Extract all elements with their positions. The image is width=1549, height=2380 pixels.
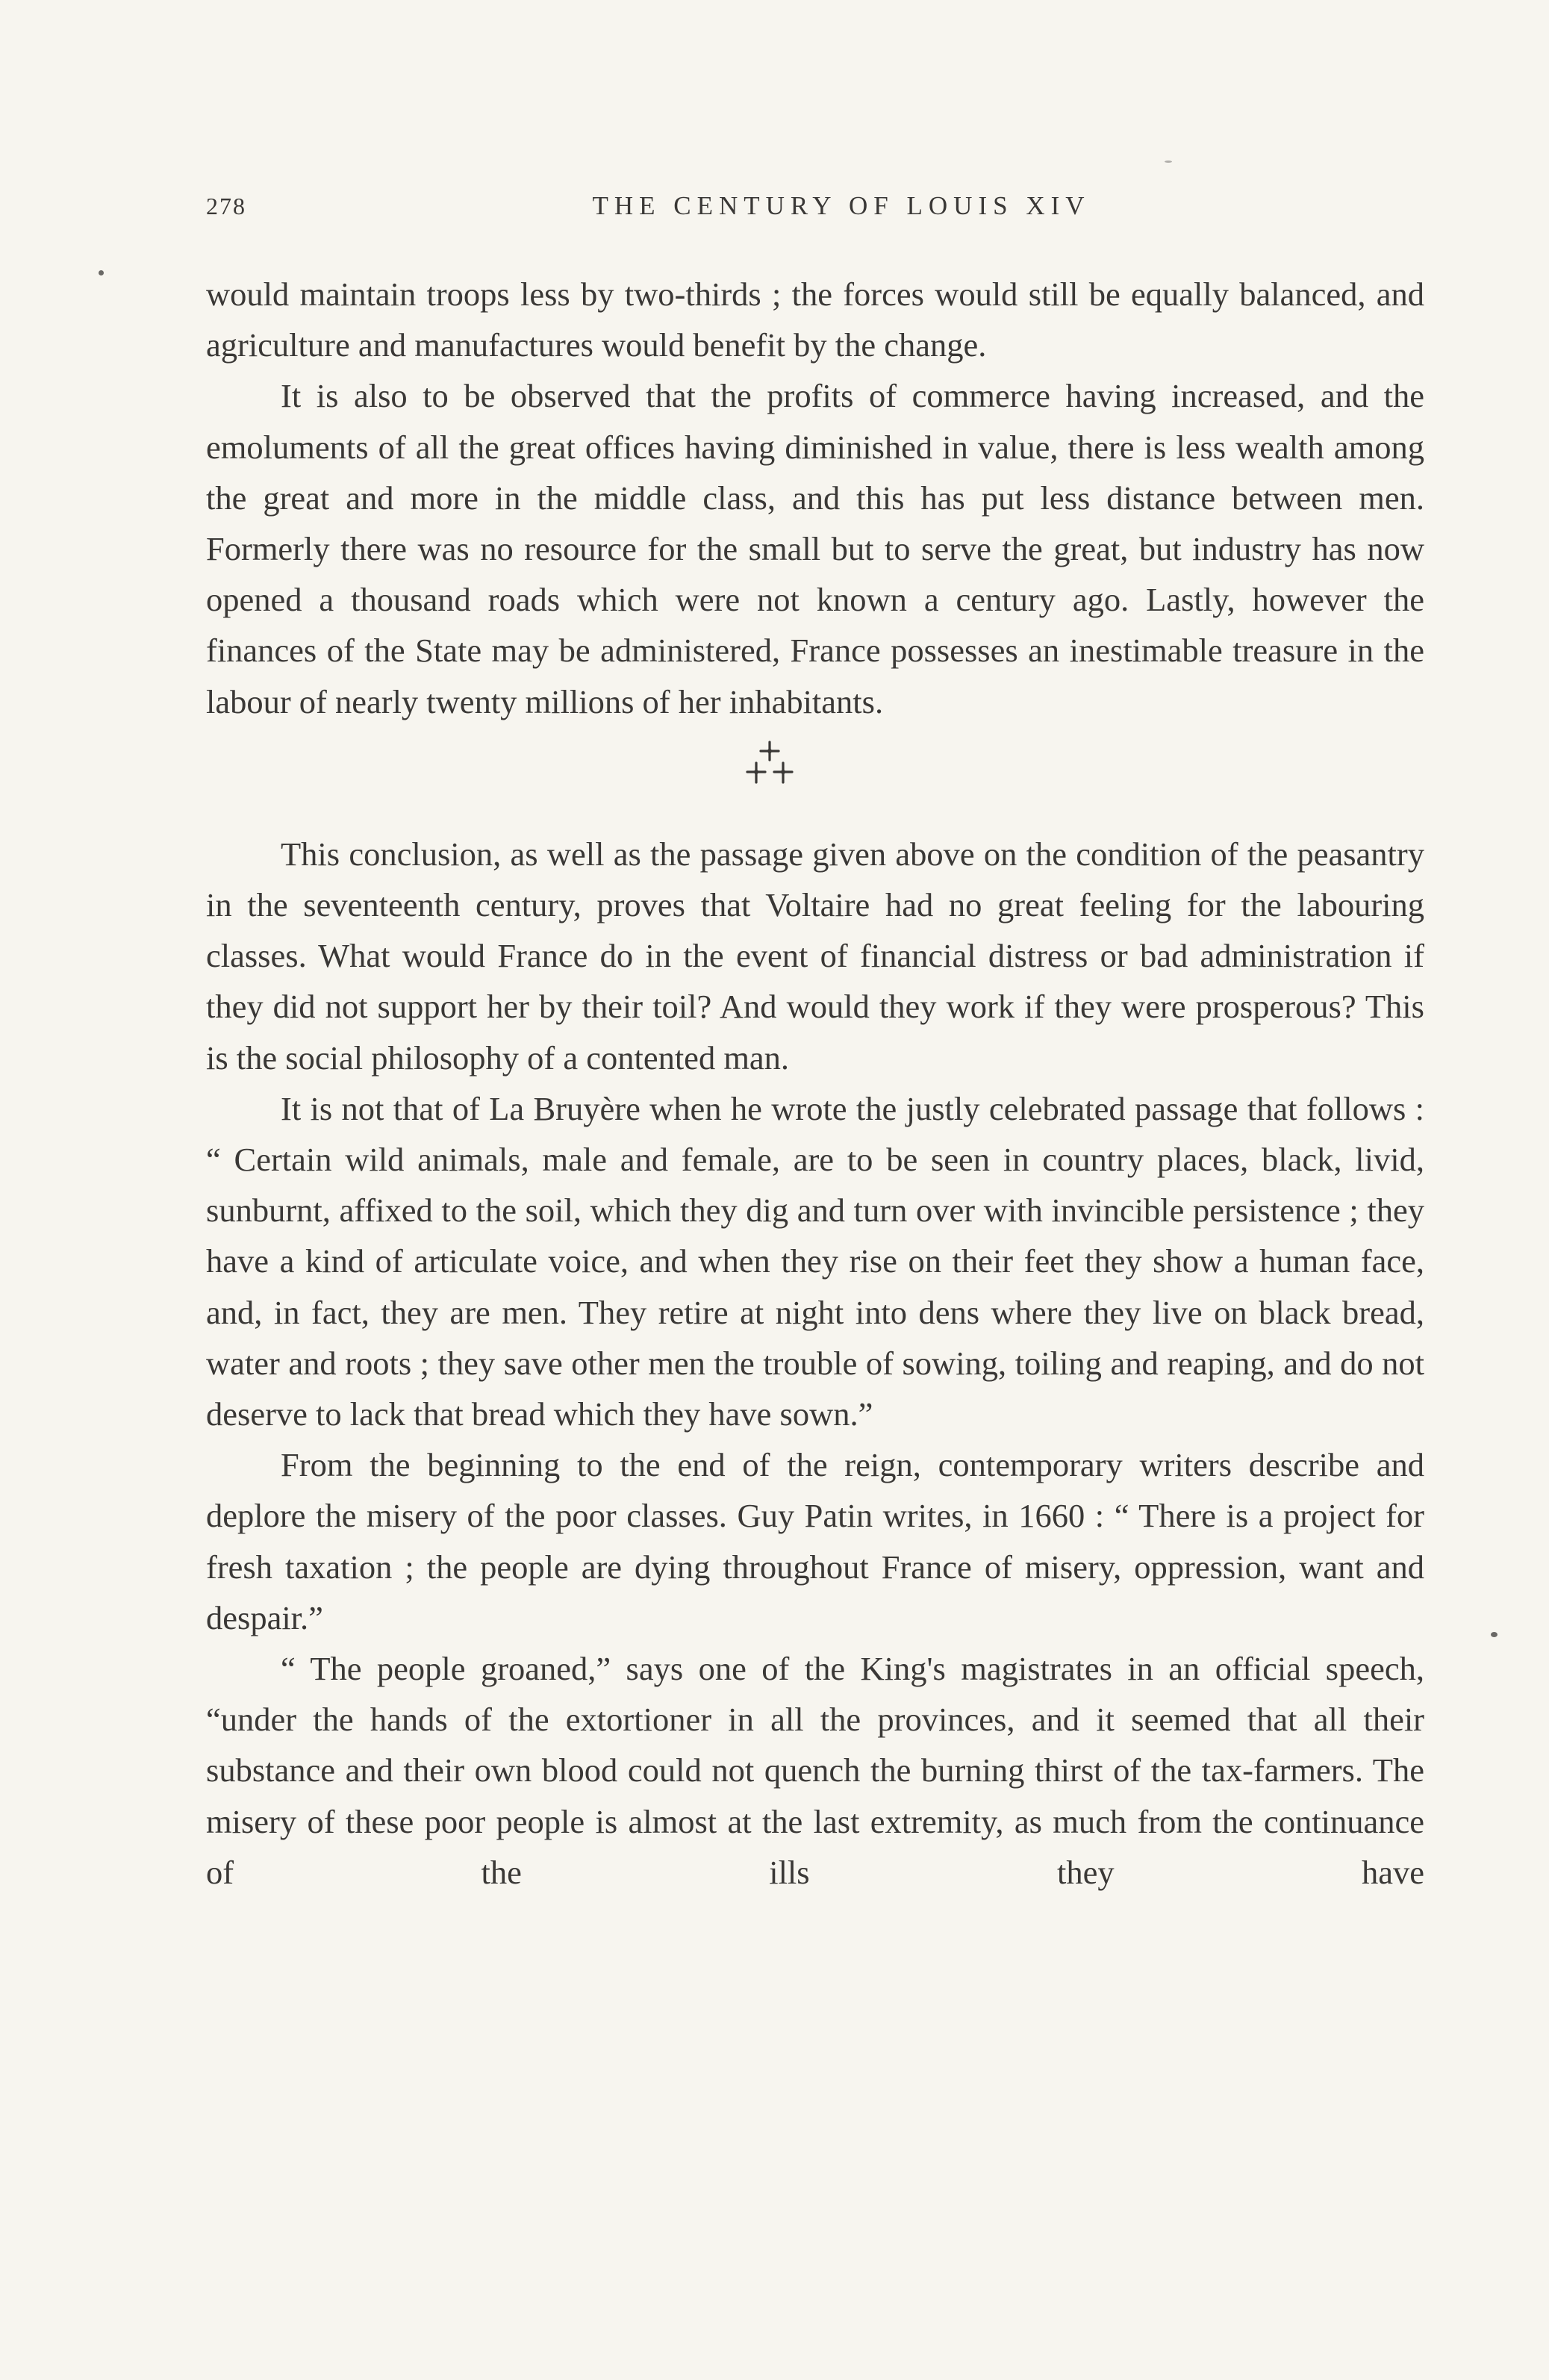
running-title: THE CENTURY OF LOUIS XIV — [592, 191, 1091, 220]
print-speck — [99, 270, 104, 275]
page-number: 278 — [206, 193, 246, 219]
paragraph-la-bruyere: It is not that of La Bruyère when he wrote the justly celebrated passage that follows : “ Certain wild animals, male and female, are to be seen in country places, black, livid, sunburnt, affixed to the soil, which they dig and turn over with invincible persistence ; they have a kind of articulate voice, and when they rise on their feet they show a human face, and, in fact, they are men. They retire at night into dens where they live on black bread, water and roots ; they save other men the trouble of sowing, toiling and reaping, and do not deserve to lack that bread which they have sown.” — [206, 1089, 1424, 1433]
section-ornament — [206, 727, 1424, 829]
paragraph-guy-patin: From the beginning to the end of the reign, contemporary writers describe and deplore the misery of the poor classes. Guy Patin writes, in 1660 : “ There is a project for fresh taxation ; the people are dying throughout France of misery, oppression, want and despair.” — [206, 1446, 1424, 1636]
paragraph-voltaire: This conclusion, as well as the passage given above on the condition of the peasantry in the seventeenth century, proves that Voltaire had no great feeling for the labouring classes. What would France do in the event of financial distress or bad administration if they did not support her by their toil? And would they work if they were prosperous? This is the social philosophy of a contented man. — [206, 835, 1424, 1077]
fleuron-trio-icon — [744, 738, 796, 790]
paragraph-commerce: It is also to be observed that the profits of commerce having increased, and the emoluments of all the great offices having diminished in value, there is less wealth among the great and more in the middle class, and this has put less distance between men. Formerly there was no resource for the small but to serve the great, but industry has now opened a thousand roads which were not known a century ago. Lastly, however the finances of the State may be administered, France possesses an inestimable treasure in the labour of nearly twenty millions of her inhabitants. — [206, 377, 1424, 720]
print-speck — [1491, 1632, 1497, 1637]
paragraph-magistrate: “ The people groaned,” says one of the King's magistrates in an official speech, “under the hands of the extortioner in all the provinces, and it seemed that all their substance and their own blood could not quench the burning thirst of the tax-farmers. The misery of these poor people is almost at the last extremity, as much from the continuance of the ills they have — [206, 1650, 1424, 1891]
book-page — [206, 187, 1424, 1898]
page-header — [206, 187, 1424, 234]
print-speck — [1165, 161, 1172, 163]
paragraph-continuation: would maintain troops less by two-thirds ; the forces would still be equally balanced, and agriculture and manufactures would benefit by the change. — [206, 275, 1424, 364]
